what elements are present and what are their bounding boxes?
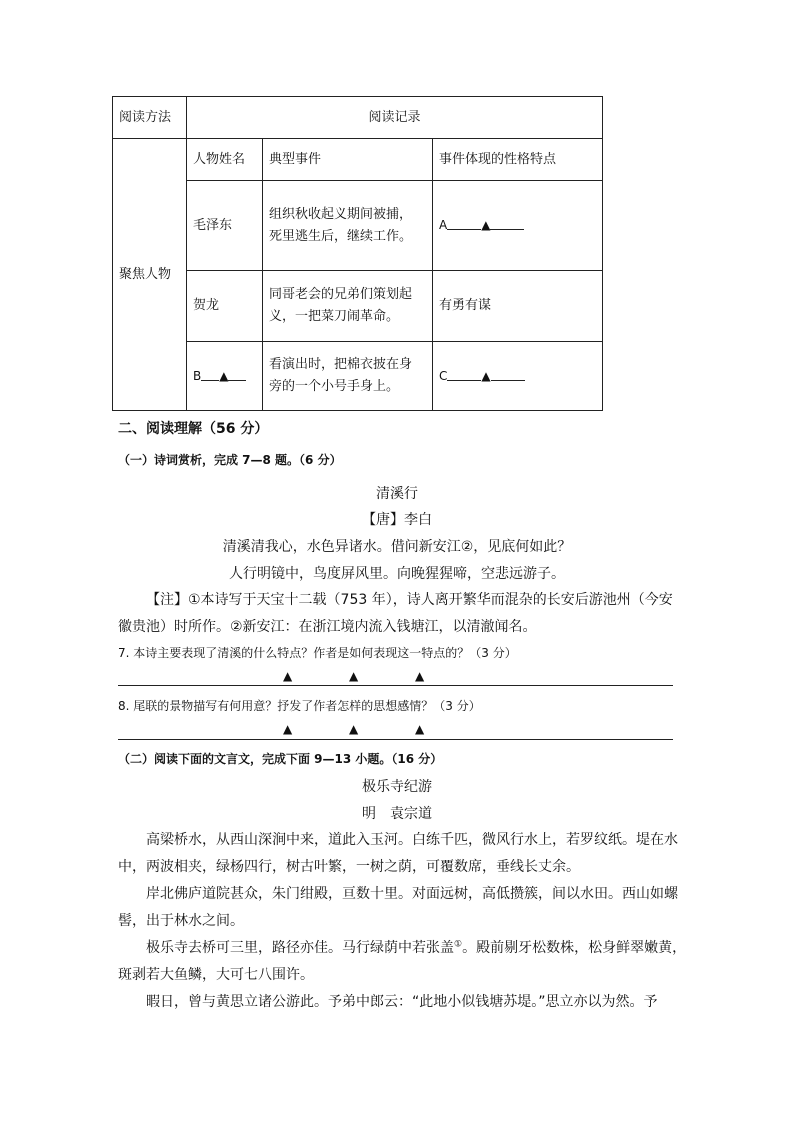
header-trait: 事件体现的性格特点 [433,139,603,181]
row2-event-line2: 义，一把菜刀闹革命。 [269,309,400,324]
row2-event [263,271,433,342]
poem-line-2: 人行明镜中，鸟度屏风里。向晚猩猩啼，空悲远游子。 [229,566,565,582]
row1-event-line2: 死里逃生后，继续工作。 [269,228,413,244]
row3-name [187,342,263,411]
header-method: 阅读方法 [113,97,187,139]
triangle-icon: ▲ [415,669,425,683]
question-7: 7. 本诗主要表现了清溪的什么特点？作者是如何表现这一特点的？（3 分） [118,646,517,660]
row3-event [263,342,433,411]
triangle-icon: ▲ [283,722,293,736]
row1-trait [433,181,603,271]
blank-label-a: A [439,218,448,232]
essay-p2-line1: 岸北佛庐道院甚众，朱门绀殿，亘数十里。对面远树，高低攒簇，间以水田。西山如螺 [146,886,678,902]
row3-trait [433,342,603,411]
row3-event-line1: 看演出时，把棉衣披在身 [269,357,413,372]
triangle-icon: ▲ [481,368,491,383]
footnote-marker: ① [454,939,463,950]
question-8: 8. 尾联的景物描写有何用意？抒发了作者怎样的思想感情？（3 分） [118,699,481,713]
poem-title: 清溪行 [376,486,418,502]
row2-trait: 有勇有谋 [433,271,603,342]
essay-p2-line2: 髻，出于林水之间。 [118,913,244,929]
header-name: 人物姓名 [187,139,263,181]
row1-event-line1: 组织秋收起义期间被捕， [269,206,413,222]
reading-record-table [112,96,603,411]
triangle-icon: ▲ [283,669,293,683]
answer-line-8 [118,739,673,740]
header-event: 典型事件 [263,139,433,181]
poem-line-1: 清溪清我心，水色异诸水。借问新安江②，见底何如此？ [222,539,572,555]
answer-line-7 [118,685,673,686]
essay-p3-line2: 斑剥若大鱼鳞，大可七八围许。 [118,967,314,983]
essay-p4-line1: 暇日，曾与黄思立诸公游此。予弟中郎云：“此地小似钱塘苏堤。”思立亦以为然。予 [146,994,658,1010]
triangle-icon: ▲ [349,669,359,683]
essay-p3-line1: 极乐寺去桥可三里，路径亦佳。马行绿荫中若张盖①。殿前剔牙松数株，松身鲜翠嫩黄， [146,939,687,956]
triangle-icon: ▲ [415,722,425,736]
row3-event-line2: 旁的一个小号手身上。 [269,379,400,394]
triangle-icon: ▲ [219,368,229,383]
essay-p1-line2: 中，两波相夹，绿杨四行，树古叶繁，一树之荫，可覆数席，垂线长丈余。 [118,859,580,875]
essay-p1-line1: 高梁桥水，从西山深涧中来，道此入玉河。白练千匹，微风行水上，若罗纹纸。堤在水 [146,832,678,848]
poem-note-line-1: 【注】①本诗写于天宝十二载（753 年），诗人离开繁华而混杂的长安后游池州（今安 [146,592,673,608]
header-record: 阅读记录 [187,97,603,139]
row2-name: 贺龙 [187,271,263,342]
poem-note-line-2: 徽贵池）时所作。②新安江：在浙江境内流入钱塘江，以清澈闻名。 [118,619,537,635]
blank-label-b: B [193,368,202,383]
blank-label-c: C [439,368,448,383]
essay-title: 极乐寺纪游 [362,779,432,795]
part2-heading: （二）阅读下面的文言文，完成下面 9—13 小题。（16 分） [118,752,443,766]
row1-event [263,181,433,271]
part1-heading: （一）诗词赏析，完成 7—8 题。（6 分） [118,453,342,467]
row1-name: 毛泽东 [187,181,263,271]
section-heading: 二、阅读理解（56 分） [118,421,269,437]
essay-author: 明 袁宗道 [362,806,432,822]
triangle-icon: ▲ [349,722,359,736]
triangle-icon: ▲ [481,218,491,232]
poem-author: 【唐】李白 [362,512,432,528]
method-cell: 聚焦人物 [113,139,187,411]
row2-event-line1: 同哥老会的兄弟们策划起 [269,287,413,302]
